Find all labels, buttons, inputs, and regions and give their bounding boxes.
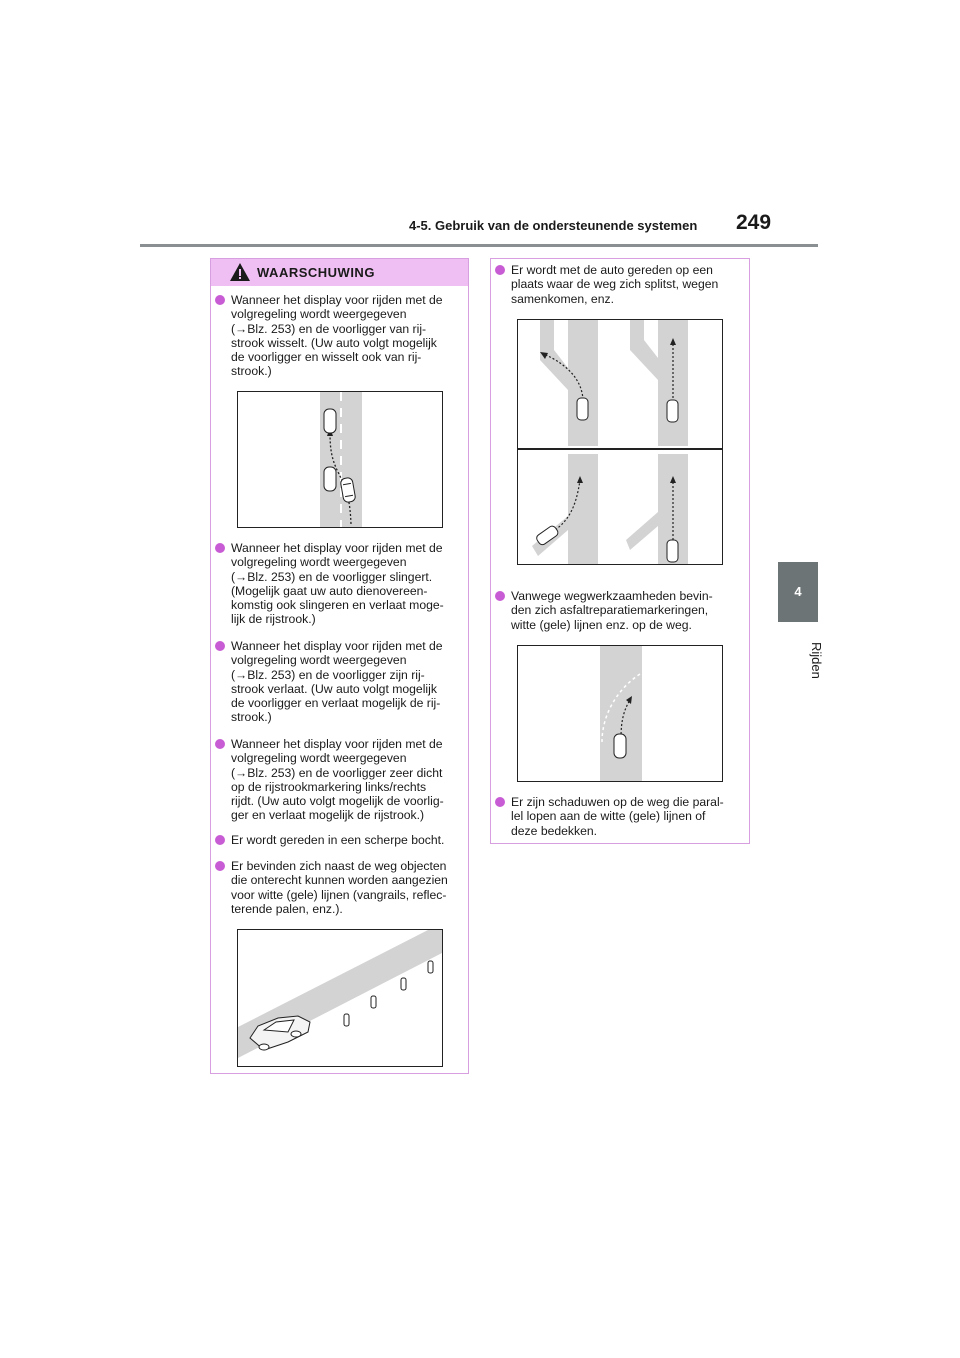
bullet-icon: [495, 591, 505, 601]
warning-item: Er bevinden zich naast de weg objecten die onterecht kunnen worden aangezien voor witte (gele) lijnen (vangrails, reflec- terende palen, enz.).: [215, 859, 465, 916]
bullet-icon: [215, 861, 225, 871]
bullet-icon: [215, 295, 225, 305]
bullet-icon: [215, 835, 225, 845]
warning-item: Wanneer het display voor rijden met de volgregeling wordt weergegeven (→Blz. 253) en de voorligger slingert. (Mogelijk gaat uw auto dienovereen- komstig ook slingeren en verlaat moge- lijk de rijstrook.): [215, 541, 465, 627]
bullet-icon: [215, 739, 225, 749]
warning-label: WAARSCHUWING: [257, 265, 375, 280]
warning-item: Er wordt gereden in een scherpe bocht.: [215, 833, 465, 847]
chapter-tab: 4: [778, 562, 818, 622]
warning-box: [210, 258, 469, 1074]
chapter-label: Rijden: [809, 641, 824, 679]
condition-item: Er wordt met de auto gereden op een plaats waar de weg zich splitst, wegen samenkomen, enz.: [495, 263, 745, 306]
page-number: 249: [736, 211, 772, 234]
condition-item: Vanwege wegwerkzaamheden bevin- den zich asfaltreparatiemarkeringen, witte (gele) lijnen enz. op de weg.: [495, 589, 745, 632]
bullet-icon: [215, 543, 225, 553]
conditions-box: [490, 258, 750, 844]
section-title: 4-5. Gebruik van de ondersteunende systemen: [409, 218, 698, 233]
header-rule: [140, 244, 818, 247]
warning-item: Wanneer het display voor rijden met de volgregeling wordt weergegeven (→Blz. 253) en de voorligger zeer dicht op de rijstrookmarkering links/rechts rijdt. (Uw auto volgt mogelijk de voorlig- ger en verlaat mogelijk de rijstrook.): [215, 737, 465, 823]
warning-header: [211, 259, 468, 286]
bullet-icon: [495, 265, 505, 275]
figure-repair-markings: [517, 645, 723, 782]
warning-item: Wanneer het display voor rijden met de volgregeling wordt weergegeven (→Blz. 253) en de voorligger van rij- strook wisselt. (Uw auto volgt mogelijk de voorligger en wisselt ook van rij- strook.): [215, 293, 465, 379]
warning-triangle-icon: [229, 262, 251, 282]
bullet-icon: [495, 797, 505, 807]
bullet-icon: [215, 641, 225, 651]
figure-road-split-merge: [517, 319, 723, 565]
condition-item: Er zijn schaduwen op de weg die paral- lel lopen aan de witte (gele) lijnen of deze bedekken.: [495, 795, 745, 838]
figure-reflector-posts: [237, 929, 443, 1067]
figure-lane-change: [237, 391, 443, 528]
warning-item: Wanneer het display voor rijden met de volgregeling wordt weergegeven (→Blz. 253) en de voorligger zijn rij- strook verlaat. (Uw auto volgt mogelijk de voorligger en verlaat mogelijk de rij- strook.): [215, 639, 465, 725]
